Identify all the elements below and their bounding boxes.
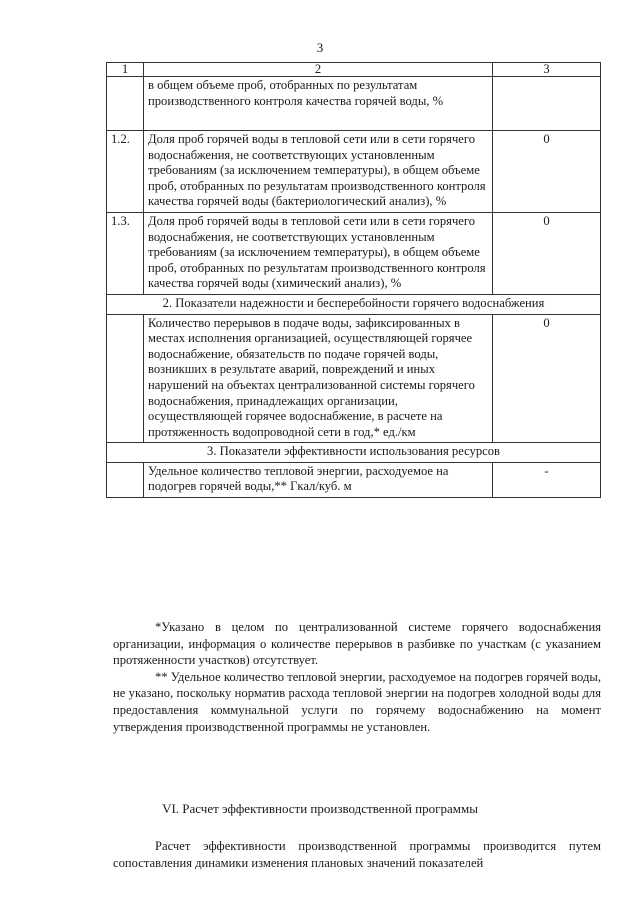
row-number: 1.3. xyxy=(107,212,144,294)
row-text: Доля проб горячей воды в тепловой сети или в сети горячего водоснабжения, не соответствующих установленным требованиям (за исключением температуры), в общем объеме проб, отобранных по результатам производственного контроля качества горячей воды (химический анализ), % xyxy=(144,212,493,294)
section-title: 2. Показатели надежности и бесперебойности горячего водоснабжения xyxy=(107,294,601,314)
row-number xyxy=(107,77,144,131)
row-value: 0 xyxy=(493,212,601,294)
row-number xyxy=(107,462,144,497)
section-row xyxy=(107,294,601,314)
row-number: 1.2. xyxy=(107,131,144,213)
section-title: 3. Показатели эффективности использования ресурсов xyxy=(107,443,601,463)
row-value: - xyxy=(493,462,601,497)
row-number xyxy=(107,314,144,443)
table-row xyxy=(107,131,601,213)
row-value: 0 xyxy=(493,314,601,443)
section-row xyxy=(107,443,601,463)
header-cell: 1 xyxy=(107,63,144,77)
table-row xyxy=(107,462,601,497)
footnote-1: *Указано в целом по централизованной системе горячего водоснабжения организации, информация о количестве перерывов в разбивке по участкам (с указанием протяженности участков) отсутствует. xyxy=(113,620,601,668)
page-number: 3 xyxy=(316,40,324,55)
table-row xyxy=(107,314,601,443)
footnote-2: ** Удельное количество тепловой энергии, расходуемое на подогрев горячей воды, не указано, поскольку норматив расхода тепловой энергии на подогрев холодной воды для предоставления коммунальной услуги по горячему водоснабжению на момент утверждения производственной программы не установлен. xyxy=(113,669,601,734)
row-text: Количество перерывов в подаче воды, зафиксированных в местах исполнения организацией, осуществляющей горячее водоснабжение, обязательств по подаче горячей воды, возникших в результате аварий, повреждений и иных нарушений на объектах централизованной системы горячего водоснабжения, принадлежащих организации, осуществляющей горячее водоснабжение, в расчете на протяженность водопроводной сети в год,* ед./км xyxy=(144,314,493,443)
header-cell: 2 xyxy=(144,63,493,77)
body-paragraph xyxy=(113,838,601,871)
paragraph-text: Расчет эффективности производственной программы производится путем сопоставления динамики изменения плановых значений показателей xyxy=(113,839,601,870)
footnotes xyxy=(113,619,601,735)
table-row xyxy=(107,212,601,294)
row-text: Доля проб горячей воды в тепловой сети или в сети горячего водоснабжения, не соответствующих установленным требованиям (за исключением температуры), в общем объеме проб, отобранных по результатам производственного контроля качества горячей воды (бактериологический анализ), % xyxy=(144,131,493,213)
indicators-table xyxy=(106,62,601,498)
section-heading: VI. Расчет эффективности производственной программы xyxy=(162,801,478,816)
row-value: 0 xyxy=(493,131,601,213)
table-row xyxy=(107,77,601,131)
row-value xyxy=(493,77,601,131)
header-cell: 3 xyxy=(493,63,601,77)
row-text: в общем объеме проб, отобранных по результатам производственного контроля качества горячей воды, % xyxy=(144,77,493,131)
table-header-row xyxy=(107,63,601,77)
row-text: Удельное количество тепловой энергии, расходуемое на подогрев горячей воды,** Гкал/куб. м xyxy=(144,462,493,497)
